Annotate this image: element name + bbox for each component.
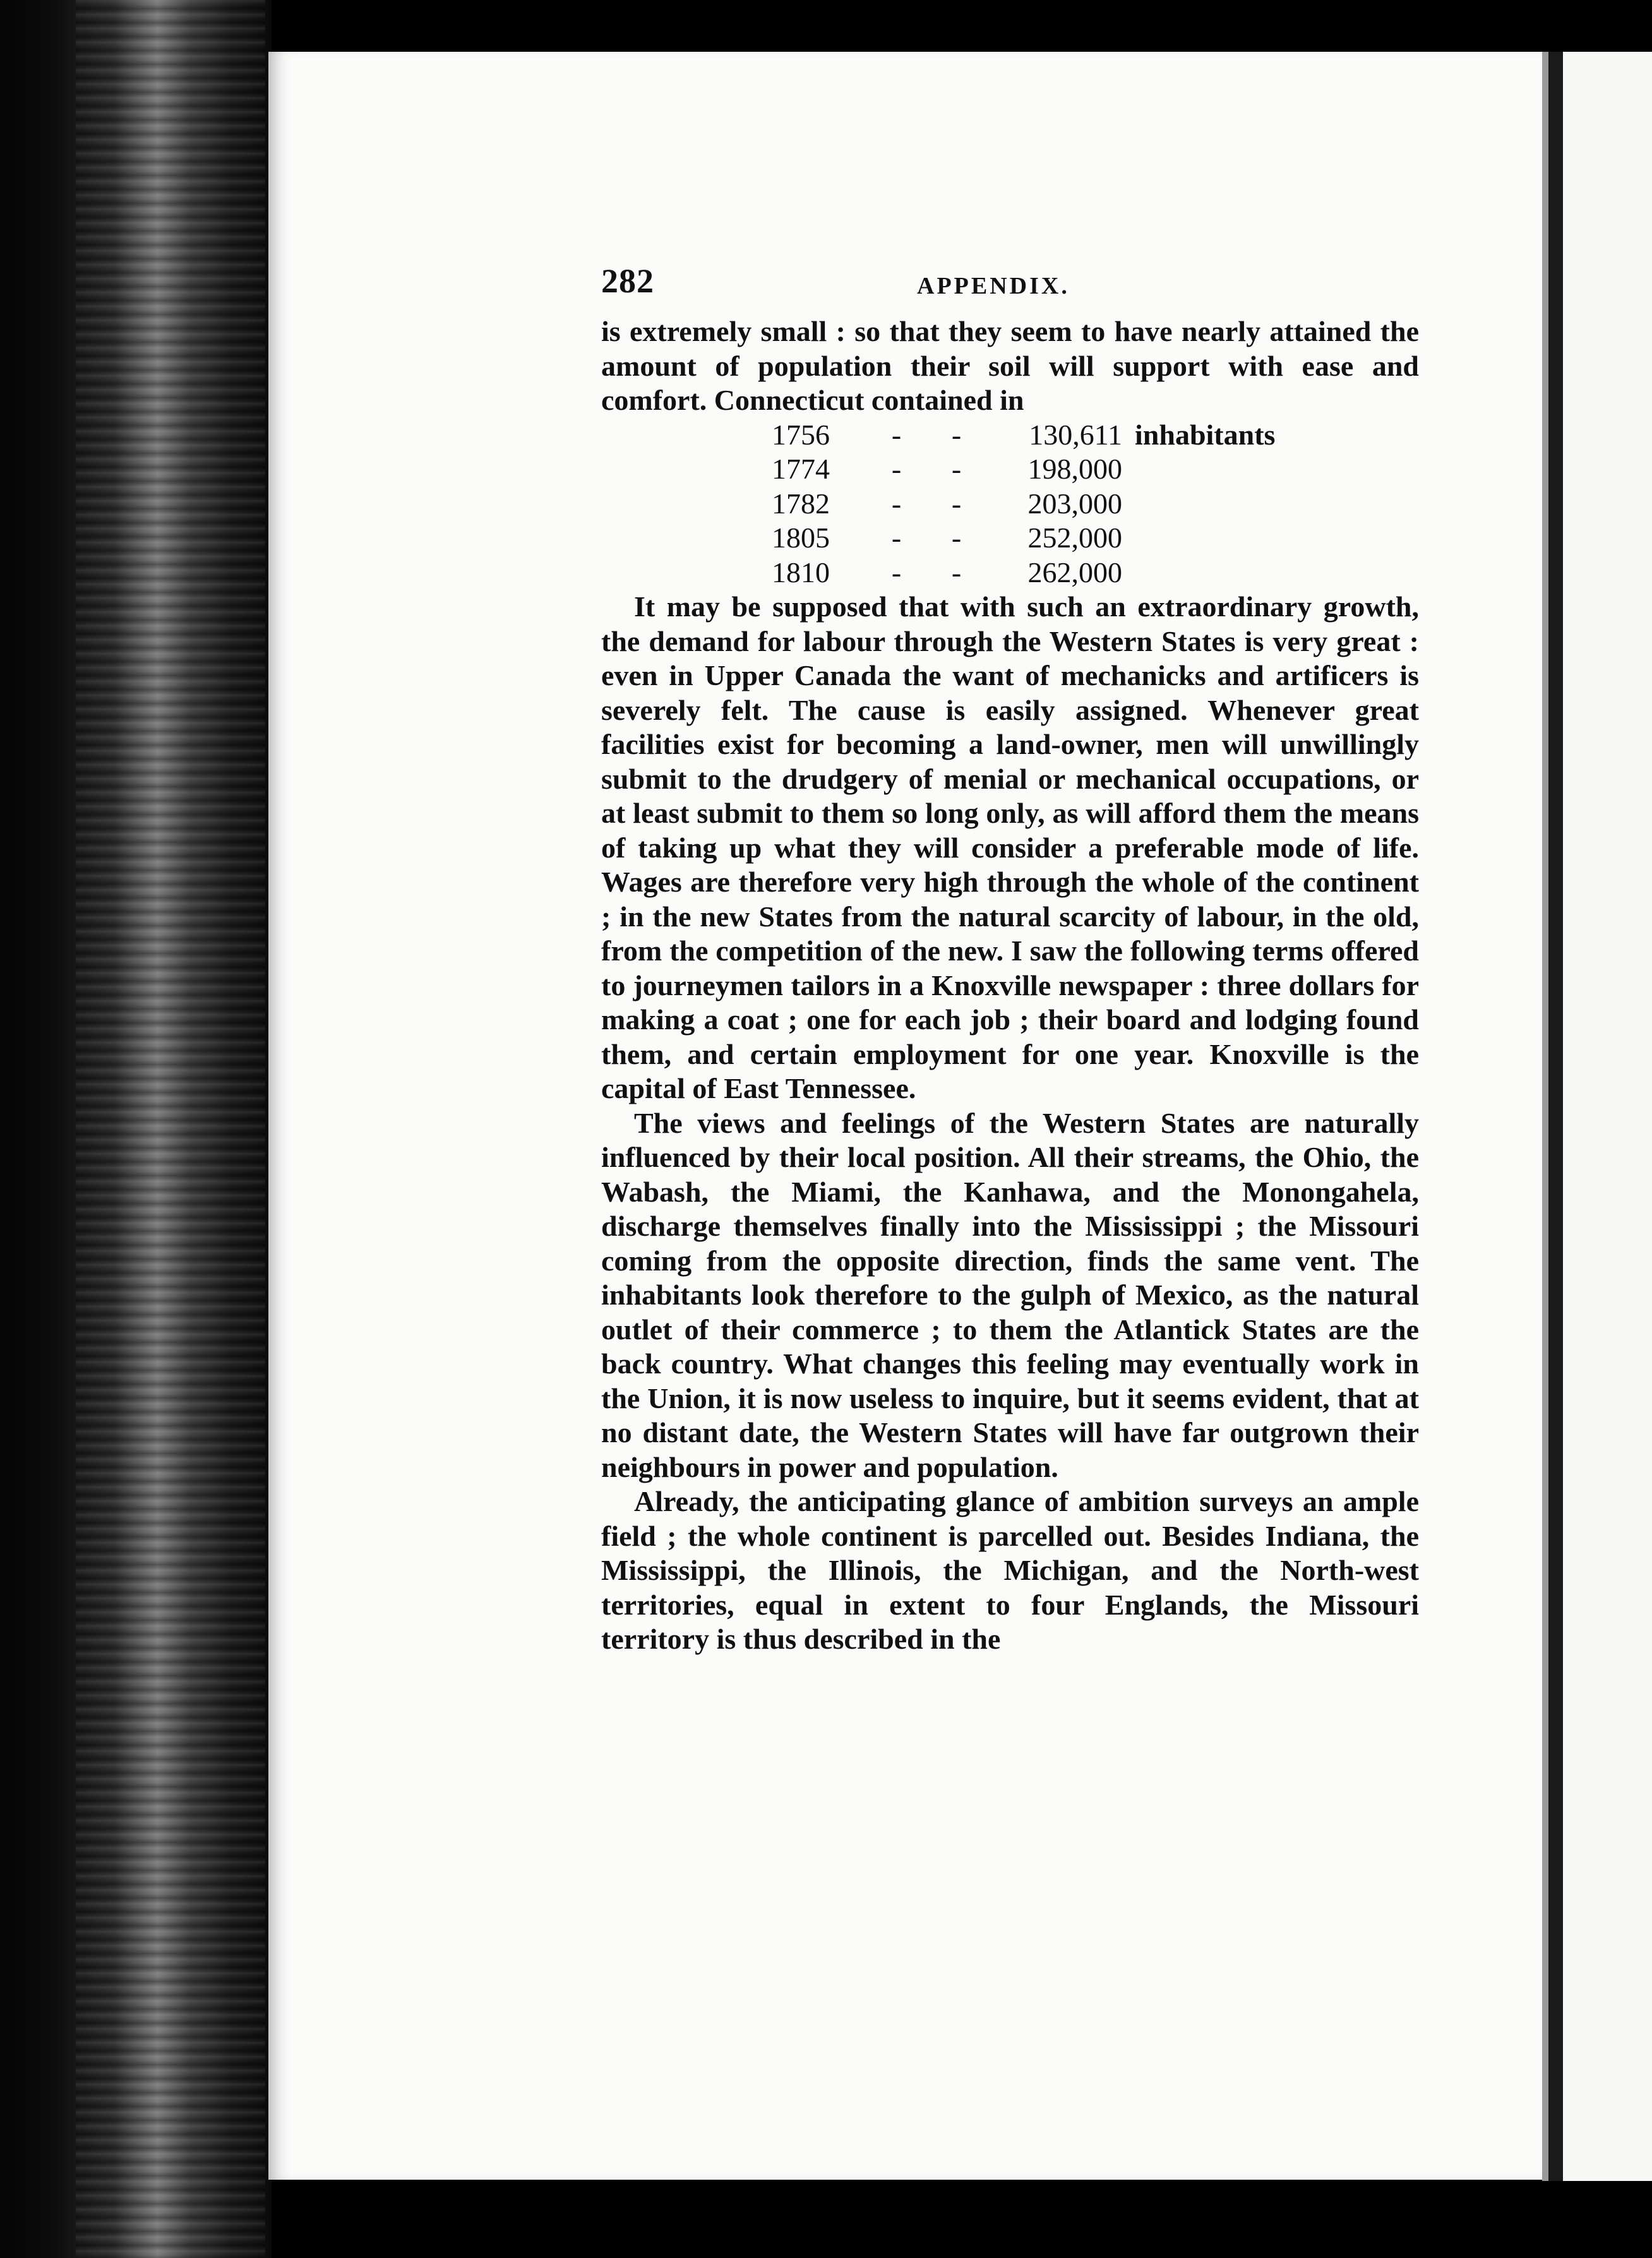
running-head: APPENDIX. [917,273,1070,299]
page-edge [1542,52,1548,2181]
page-header [601,264,1419,314]
page-number: 282 [601,262,654,300]
separator: - [951,522,962,554]
table-row [772,521,1340,556]
paragraph-3: The views and feelings of the Western States are naturally influenced by their local position. All their streams, the Ohio, the Wabash, the Miami, the Kanhawa, and the Monongahela, discharge themselves finally into the Mississippi ; the Missouri coming from the opposite direction, finds the same vent. The inhabitants look therefore to the gulph of Mexico, as the natural outlet of their commerce ; to them the Atlantick States are the back country. What changes this feeling may eventually work in the Union, it is now useless to inquire, but it seems evident, that at no distant date, the Western States will have far outgrown their neighbours in power and population. [601,1106,1419,1483]
facing-page-edge [1563,52,1652,2181]
paragraph-2: It may be supposed that with such an extraordinary growth, the demand for labour through the Western States is very great : even in Upper Canada the want of mechanicks and artificers is severely felt. The cause is easily assigned. Whenever great facilities exist for becoming a land-owner, men will unwillingly submit to the drudgery of menial or mechanical occupations, or at least submit to them so long only, as will afford them the means of taking up what they will consider a preferable mode of life. Wages are therefore very high through the whole of the continent ; in the new States from the natural scarcity of labour, in the old, from the competition of the new. I saw the following terms offered to journeymen tailors in a Knoxville newspaper : three dollars for making a coat ; one for each job ; their board and lodging found them, and certain employment for one year. Knoxville is the capital of East Tennessee. [601,590,1419,1104]
table-row [772,418,1340,453]
year-cell: 1805 [772,522,830,554]
unit-cell [1135,452,1340,487]
population-cell: 252,000 [1027,522,1122,554]
separator: - [891,487,902,520]
table-row [772,487,1340,522]
separator: - [891,453,902,485]
separator: - [951,487,962,520]
separator: - [951,556,962,588]
population-cell: 130,611 [1029,418,1122,451]
population-cell: 262,000 [1027,556,1122,588]
page-text [601,264,1419,1657]
year-cell: 1774 [772,453,830,485]
unit-cell: inhabitants [1135,418,1276,451]
year-cell: 1782 [772,487,830,520]
table-row [772,556,1340,590]
year-cell: 1810 [772,556,830,588]
population-cell: 203,000 [1027,487,1122,520]
unit-cell [1135,521,1340,556]
paragraph-1: is extremely small : so that they seem to have nearly attained the amount of population their soil will support with ease and comfort. Connecticut contained in [601,315,1419,416]
separator: - [951,418,962,451]
separator: - [891,522,902,554]
year-cell: 1756 [772,418,830,451]
population-table [772,418,1340,590]
separator: - [891,418,902,451]
population-cell: 198,000 [1027,453,1122,485]
unit-cell [1135,487,1340,522]
gutter-shadow [1548,52,1563,2181]
separator: - [891,556,902,588]
paragraph-4: Already, the anticipating glance of ambition surveys an ample field ; the whole continent is parcelled out. Besides Indiana, the Mississippi, the Illinois, the Michigan, and the North-west territories, equal in extent to four Englands, the Missouri territory is thus described in the [601,1485,1419,1655]
unit-cell [1135,556,1340,590]
table-row [772,452,1340,487]
spine-texture [76,0,265,2258]
separator: - [951,453,962,485]
